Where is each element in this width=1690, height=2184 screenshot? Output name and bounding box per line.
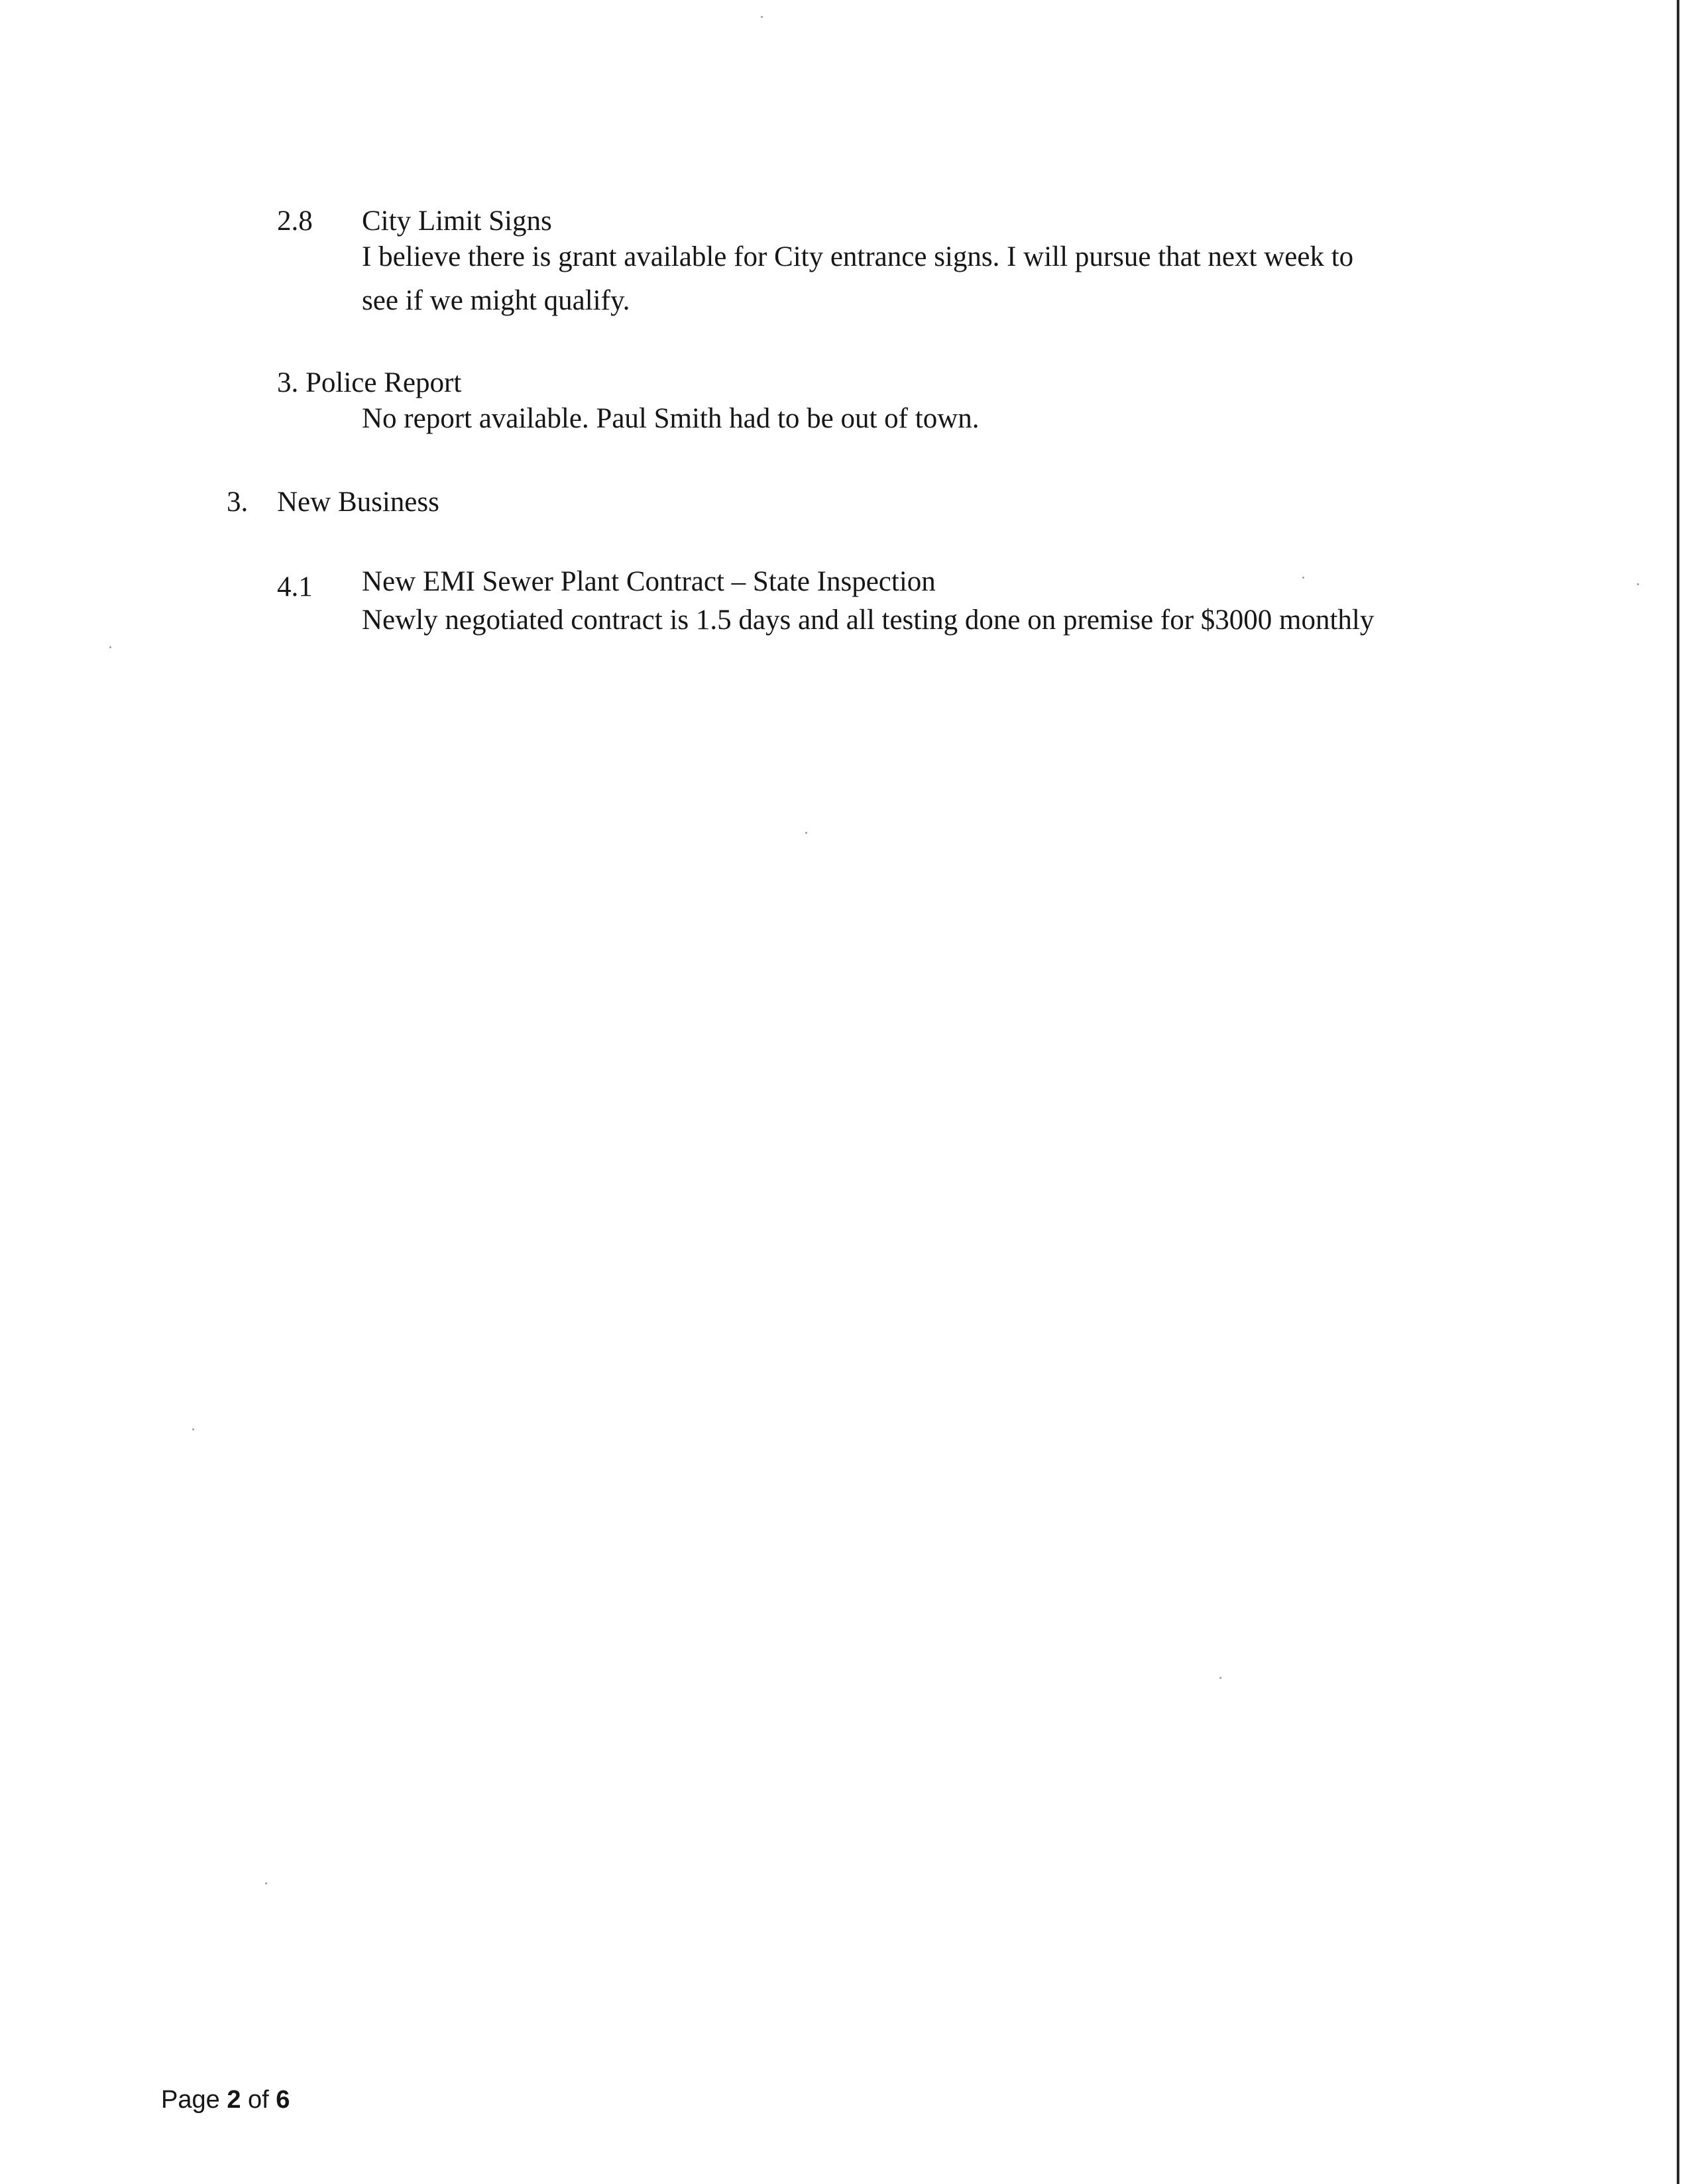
police-report-body: No report available. Paul Smith had to be out of town. xyxy=(362,403,980,434)
scan-speck xyxy=(109,646,111,648)
scan-speck xyxy=(192,1428,194,1430)
scan-speck xyxy=(761,16,763,18)
footer-of-word: of xyxy=(248,2086,269,2114)
scan-speck xyxy=(1219,1677,1221,1679)
new-business-number: 3. xyxy=(227,487,249,518)
scan-edge-line xyxy=(1677,0,1679,2184)
item-2-8-body-line2: see if we might qualify. xyxy=(362,285,630,316)
new-business-title: New Business xyxy=(277,487,439,518)
scan-speck xyxy=(1637,583,1639,585)
item-2-8-number: 2.8 xyxy=(277,205,313,237)
item-4-1-body: Newly negotiated contract is 1.5 days and all testing done on premise for $3000 monthly xyxy=(362,604,1375,636)
scan-speck xyxy=(265,1882,267,1884)
item-4-1-number: 4.1 xyxy=(277,571,313,603)
footer-total-pages: 6 xyxy=(276,2086,290,2114)
police-report-heading: 3. Police Report xyxy=(277,367,462,398)
footer-page-word: Page xyxy=(161,2086,220,2114)
scan-speck xyxy=(1302,577,1304,579)
item-2-8-body-line1: I believe there is grant available for City entrance signs. I will pursue that next week to xyxy=(362,241,1354,272)
item-4-1-title: New EMI Sewer Plant Contract – State Inspection xyxy=(362,566,936,597)
scan-speck xyxy=(805,832,807,834)
item-2-8-title: City Limit Signs xyxy=(362,205,552,237)
footer-current-page: 2 xyxy=(227,2086,241,2114)
page-footer xyxy=(161,2084,290,2116)
